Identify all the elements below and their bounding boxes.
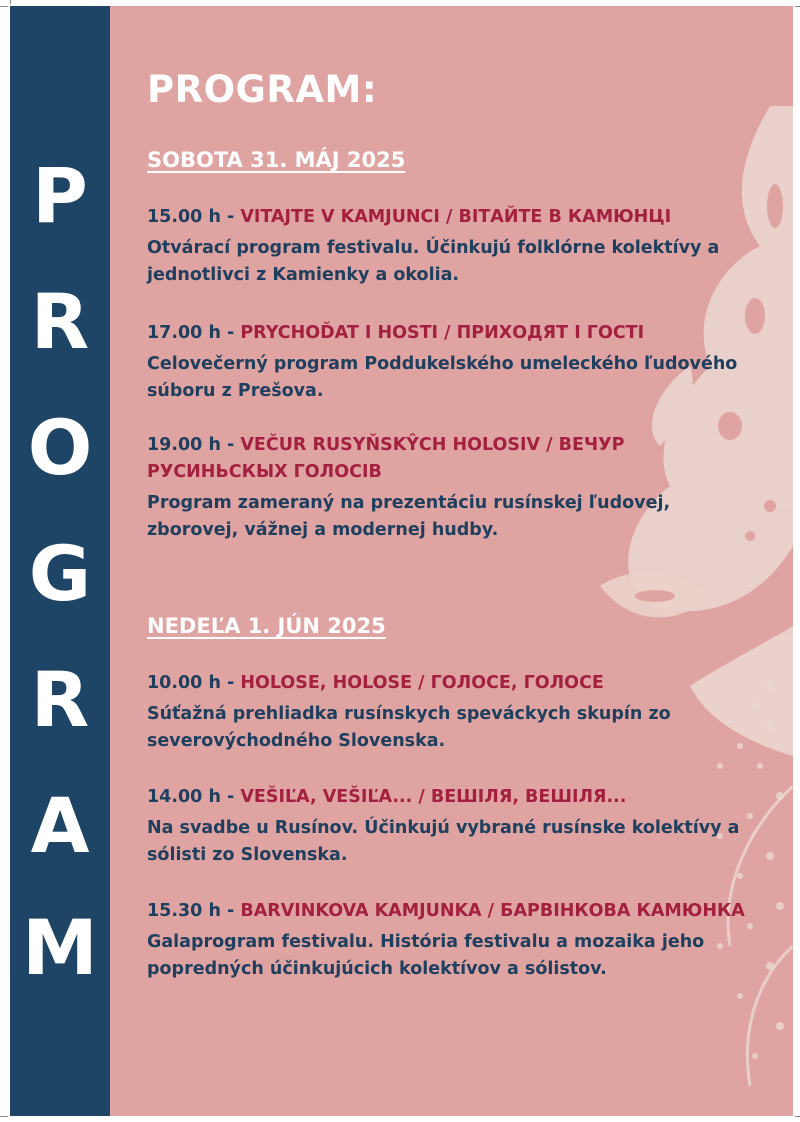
day-heading: NEDEĽA 1. JÚN 2025 xyxy=(147,614,386,638)
side-letter: G xyxy=(28,529,92,618)
event-heading xyxy=(147,898,767,925)
event-item xyxy=(147,670,767,755)
crop-mark xyxy=(0,6,8,7)
event-title: VEČUR RUSYŇSKŶCH HOLOSIV / ВЕЧУР РУСИНЬСКЫХ ГОЛОСІВ xyxy=(147,435,625,482)
day-heading: SOBOTA 31. MÁJ 2025 xyxy=(147,148,406,172)
side-letter: R xyxy=(30,655,90,744)
page-title: PROGRAM: xyxy=(147,68,378,111)
side-letter: P xyxy=(32,151,88,240)
event-time: 15.30 h - xyxy=(147,901,241,921)
event-time: 15.00 h - xyxy=(147,207,241,227)
event-item xyxy=(147,320,767,405)
event-item xyxy=(147,204,767,289)
event-title: PRYCHOĎAT I HOSTI / ПРИХОДЯТ І ГОСТІ xyxy=(240,323,645,343)
program-page xyxy=(10,6,793,1116)
crop-mark xyxy=(10,0,11,4)
event-heading xyxy=(147,670,767,697)
side-letter: R xyxy=(30,277,90,366)
event-time: 19.00 h - xyxy=(147,435,241,455)
event-title: BARVINKOVA KAMJUNKA / БАРВІНКОВА КАМЮНКА xyxy=(240,901,745,921)
side-banner xyxy=(10,6,110,1116)
event-description: Program zameraný na prezentáciu rusínskej ľudovej, zborovej, vážnej a modernej hudby. xyxy=(147,493,671,540)
crop-mark xyxy=(795,6,800,7)
side-letter: O xyxy=(27,403,93,492)
event-heading xyxy=(147,320,767,347)
crop-mark xyxy=(795,1116,800,1117)
side-letter: M xyxy=(22,903,98,992)
event-time: 14.00 h - xyxy=(147,787,241,807)
event-description: Galaprogram festivalu. História festivalu a mozaika jeho popredných účinkujúcich kolektívov a sólistov. xyxy=(147,932,705,979)
event-heading xyxy=(147,432,767,486)
event-title: VEŠIĽA, VEŠIĽA... / ВЕШІЛЯ, ВЕШІЛЯ... xyxy=(240,787,627,807)
event-title: HOLOSE, HOLOSE / ГОЛОСЕ, ГОЛОСЕ xyxy=(240,673,604,693)
crop-mark xyxy=(0,1116,8,1117)
event-description: Celovečerný program Poddukelského umeleckého ľudového súboru z Prešova. xyxy=(147,354,738,401)
event-title: VITAJTE V KAMJUNCI / ВІТАЙТЕ В КАМЮНЦІ xyxy=(240,207,672,227)
event-heading xyxy=(147,204,767,231)
event-description: Na svadbe u Rusínov. Účinkujú vybrané rusínske kolektívy a sólisti zo Slovenska. xyxy=(147,818,740,865)
side-letter: A xyxy=(30,781,90,870)
event-item xyxy=(147,898,767,983)
event-heading xyxy=(147,784,767,811)
event-description: Súťažná prehliadka rusínskych speváckych skupín zo severovýchodného Slovenska. xyxy=(147,704,671,751)
event-time: 17.00 h - xyxy=(147,323,241,343)
event-item xyxy=(147,432,767,544)
event-description: Otvárací program festivalu. Účinkujú folklórne kolektívy a jednotlivci z Kamienky a okolia. xyxy=(147,238,720,285)
event-time: 10.00 h - xyxy=(147,673,241,693)
event-item xyxy=(147,784,767,869)
